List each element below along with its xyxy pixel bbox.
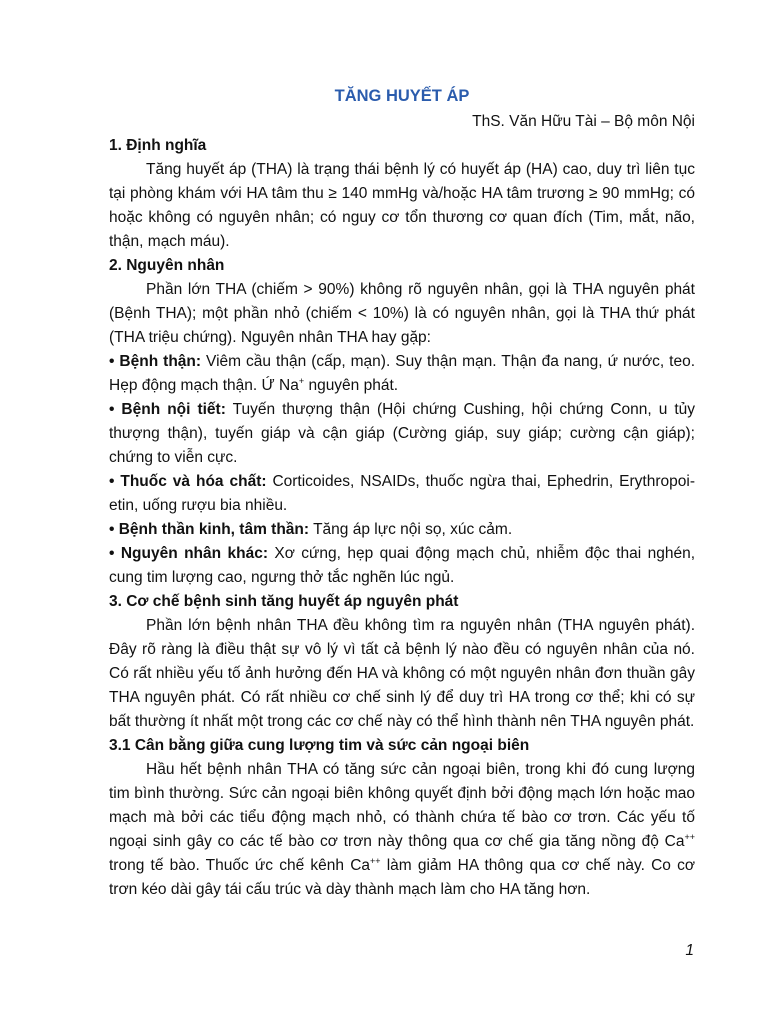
document-title: TĂNG HUYẾT ÁP [334, 87, 470, 105]
causes-paragraph: Phần lớn THA (chiếm > 90%) không rõ nguyên nhân, gọi là THA nguyên phát (Bệnh THA); một phần nhỏ (chiếm < 10%) là có nguyên nhân, gọi là THA thứ phát (THA triệu chứng). Nguyên nhân THA hay gặp: [109, 281, 695, 346]
page-number: 1 [685, 942, 694, 959]
cause-bullet-neuro [109, 518, 695, 542]
bullet-text: Viêm cầu thận (cấp, mạn). Suy thận mạn. Thận đa nang, ứ nước, teo. Hẹp động mạch thận. Ứ Na [109, 353, 696, 394]
paragraph-text: Hầu hết bệnh nhân THA có tăng sức cản ngoại biên, trong khi đó cung lượng tim bình thường. Sức cản ngoại biên không quyết định bởi động mạch lớn hoặc mao mạch mà bởi các tiểu động mạch nhỏ, có thành chứa tế bào cơ trơn. Các yếu tố ngoại sinh gây co các tế bào cơ trơn này thông qua cơ chế gia tăng nồng độ Ca [109, 761, 695, 850]
superscript: ++ [370, 855, 381, 866]
subsection-heading-balance: 3.1 Cân bằng giữa cung lượng tim và sức cản ngoại biên [109, 737, 530, 754]
bullet-label: • Bệnh nội tiết: [109, 401, 226, 418]
bullet-label: • Bệnh thần kinh, tâm thần: [109, 521, 310, 538]
definition-paragraph: Tăng huyết áp (THA) là trạng thái bệnh lý có huyết áp (HA) cao, duy trì liên tục tại phòng khám với HA tâm thu ≥ 140 mmHg và/hoặc HA tâm trương ≥ 90 mmHg; có hoặc không có nguyên nhân; có nguy cơ tổn thương cơ quan đích (Tim, mắt, não, thận, mạch máu). [109, 161, 695, 250]
cause-bullet-other [109, 542, 695, 590]
bullet-text-tail: nguyên phát. [304, 377, 399, 394]
cause-bullet-kidney [109, 350, 695, 398]
bullet-text: Xơ cứng, hẹp quai động mạch chủ, nhiễm độc thai nghén, cung tim lượng cao, ngưng thở tắc nghẽn lúc ngủ. [109, 545, 696, 586]
author-line: ThS. Văn Hữu Tài – Bộ môn Nội [472, 113, 695, 130]
bullet-label: • Bệnh thận: [109, 353, 202, 370]
bullet-label: • Thuốc và hóa chất: [109, 473, 267, 490]
cause-bullet-endocrine [109, 398, 695, 470]
section-heading-mechanism: 3. Cơ chế bệnh sinh tăng huyết áp nguyên phát [109, 593, 459, 610]
superscript: ++ [684, 831, 695, 842]
paragraph-text: làm giảm HA thông qua cơ chế này. Co cơ trơn kéo dài gây tái cấu trúc và dày thành mạch làm cho HA tăng hơn. [109, 857, 695, 898]
document-page [109, 84, 695, 902]
balance-paragraph [109, 758, 695, 902]
bullet-text: Tuyến thượng thận (Hội chứng Cushing, hội chứng Conn, u tủy thượng thận), tuyến giáp và cận giáp (Cường giáp, suy giáp; cường cận giáp); chứng to viễn cực. [109, 401, 696, 466]
section-heading-causes: 2. Nguyên nhân [109, 257, 225, 274]
paragraph-text: trong tế bào. Thuốc ức chế kênh Ca [109, 857, 371, 874]
section-heading-definition: 1. Định nghĩa [109, 137, 207, 154]
mechanism-paragraph: Phần lớn bệnh nhân THA đều không tìm ra nguyên nhân (THA nguyên phát). Đây rõ ràng là điều thật sự vô lý vì tất cả bệnh lý nào đều có nguyên nhân của nó. Có rất nhiều yếu tố ảnh hưởng đến HA và không có một nguyên nhân đơn thuần gây THA nguyên phát. Có rất nhiều cơ chế sinh lý để duy trì HA trong cơ thể; khi có sự bất thường ít nhất một trong các cơ chế này có thể hình thành nên THA nguyên phát. [109, 617, 695, 730]
bullet-label: • Nguyên nhân khác: [109, 545, 268, 562]
cause-bullet-drugs [109, 470, 695, 518]
bullet-text: Tăng áp lực nội sọ, xúc cảm. [309, 521, 513, 538]
superscript: + [298, 375, 305, 386]
bullet-text: Corticoides, NSAIDs, thuốc ngừa thai, Ephedrin, Erythropoi-etin, uống rượu bia nhiều. [109, 473, 695, 514]
